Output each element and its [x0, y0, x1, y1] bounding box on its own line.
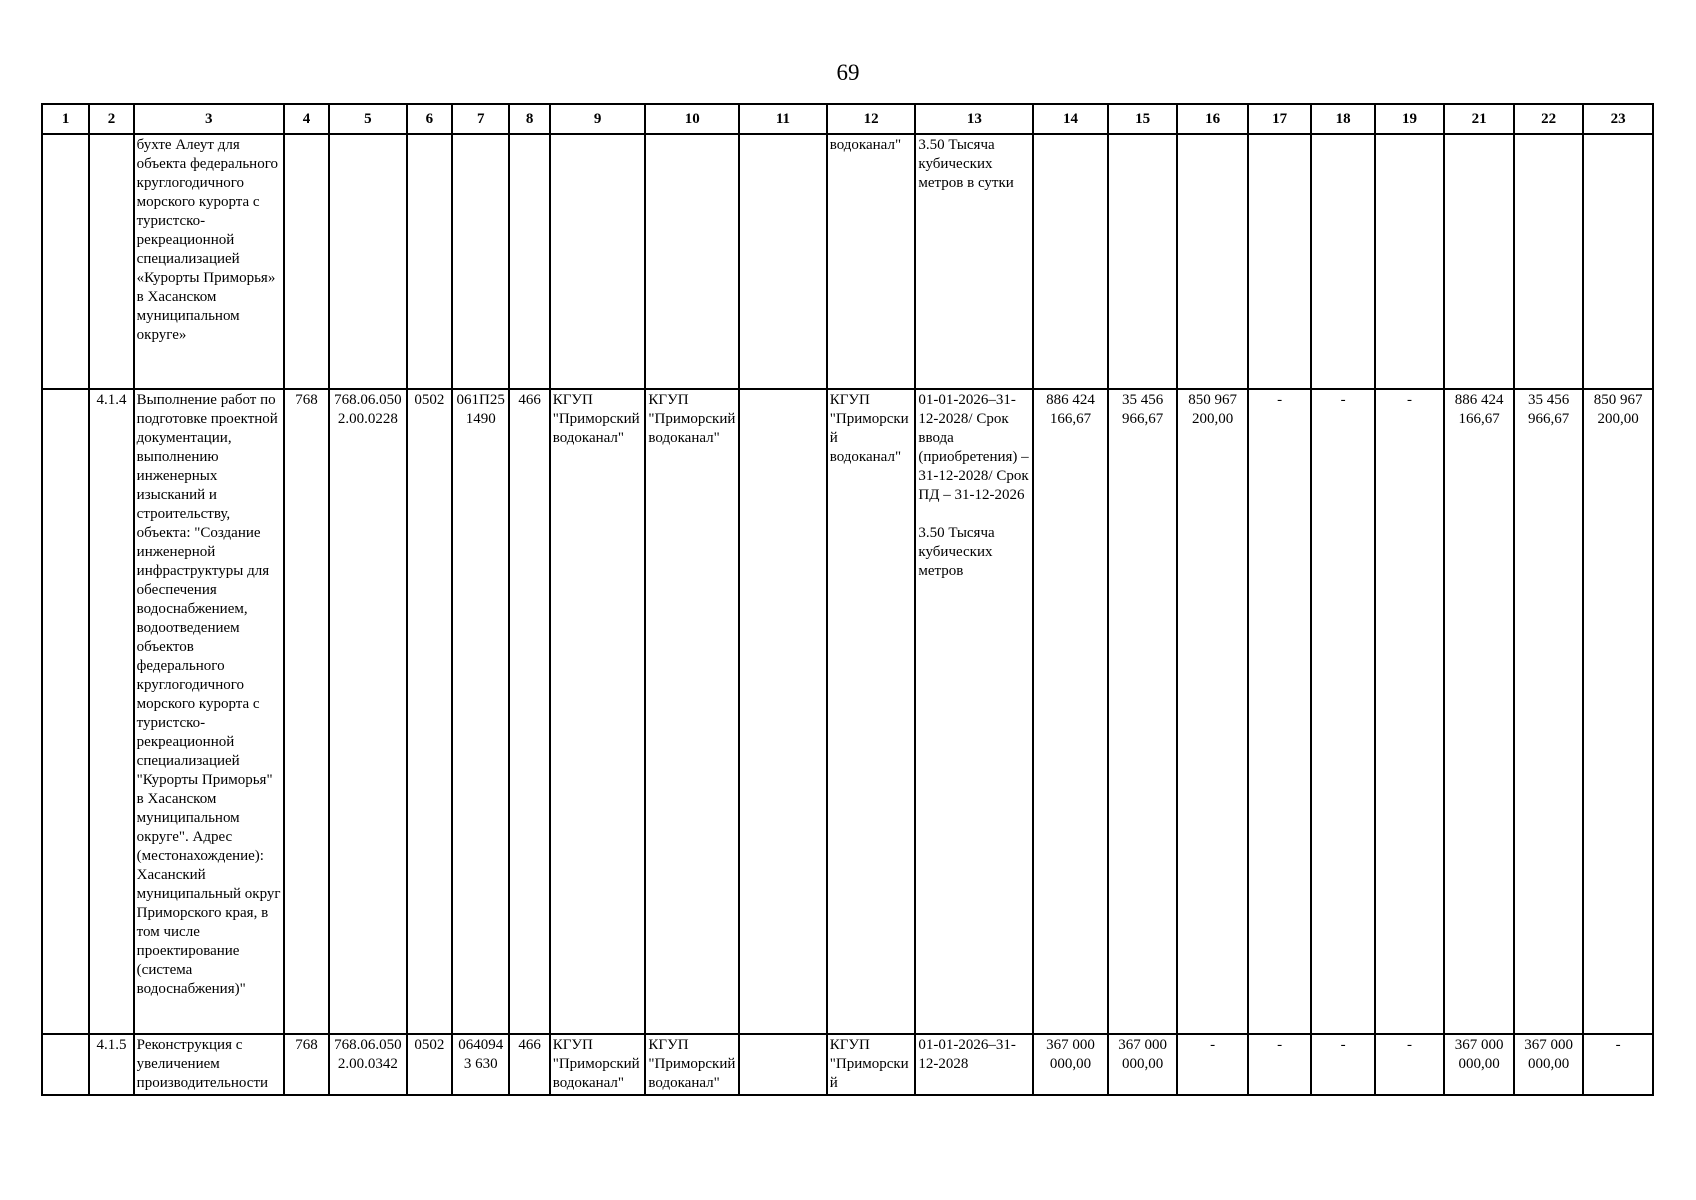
table-cell: 466 — [509, 389, 549, 1034]
table-cell: 4.1.4 — [89, 389, 133, 1034]
table-cell — [42, 134, 89, 389]
table-cell: водоканал" — [827, 134, 916, 389]
table-cell — [1311, 134, 1374, 389]
column-header: 12 — [827, 104, 916, 134]
header-row — [42, 104, 1653, 134]
column-header: 11 — [739, 104, 827, 134]
column-header: 16 — [1177, 104, 1248, 134]
table-cell: 35 456 966,67 — [1514, 389, 1584, 1034]
table-cell — [329, 134, 407, 389]
table-cell: 061П25 1490 — [452, 389, 509, 1034]
column-header: 10 — [645, 104, 739, 134]
column-header: 13 — [915, 104, 1033, 134]
table-cell: - — [1583, 1034, 1653, 1095]
table-row — [42, 1034, 1653, 1095]
table-cell: 466 — [509, 1034, 549, 1095]
table-cell — [739, 389, 827, 1034]
table-cell — [452, 134, 509, 389]
table-cell: 850 967 200,00 — [1583, 389, 1653, 1034]
column-header: 8 — [509, 104, 549, 134]
table-cell — [1177, 134, 1248, 389]
table-cell: - — [1248, 1034, 1311, 1095]
table-cell: - — [1311, 389, 1374, 1034]
column-header: 2 — [89, 104, 133, 134]
data-table — [41, 103, 1654, 1096]
table-cell: 0640943 630 — [452, 1034, 509, 1095]
table-cell: 0502 — [407, 1034, 452, 1095]
table-cell: Выполнение работ по подготовке проектной документации, выполнению инженерных изысканий и строительству, объекта: "Создание инженерной инфраструктуры для обеспечения водоснабжением, водоотведением объектов федерального круглогодичного морского курорта с туристско-рекреационной специализацией "Курорты Приморья" в Хасанском муниципальном округе". Адрес (местонахождение): Хасанский муниципальный округ Приморского края, в том числе проектирование (система водоснабжения)" — [134, 389, 284, 1034]
table-cell: 768.06.050 2.00.0228 — [329, 389, 407, 1034]
column-header: 5 — [329, 104, 407, 134]
table-cell — [739, 1034, 827, 1095]
table-cell: - — [1375, 389, 1445, 1034]
table-cell: бухте Алеут для объекта федерального круглогодичного морского курорта с туристско-рекреационной специализацией «Курорты Приморья» в Хасанском муниципальном округе» — [134, 134, 284, 389]
table-cell: 0502 — [407, 389, 452, 1034]
table-cell: КГУП "Приморский водоканал" — [550, 389, 646, 1034]
table-cell: 850 967 200,00 — [1177, 389, 1248, 1034]
table-cell: - — [1248, 389, 1311, 1034]
table-cell: 01-01-2026–31-12-2028 — [915, 1034, 1033, 1095]
table-cell — [1375, 134, 1445, 389]
table-cell: - — [1375, 1034, 1445, 1095]
column-header: 7 — [452, 104, 509, 134]
column-header: 15 — [1108, 104, 1178, 134]
column-header: 1 — [42, 104, 89, 134]
column-header: 19 — [1375, 104, 1445, 134]
table-cell: 367 000 000,00 — [1444, 1034, 1514, 1095]
table-cell — [550, 134, 646, 389]
column-header: 21 — [1444, 104, 1514, 134]
table-cell: КГУП "Приморский — [827, 1034, 916, 1095]
page-number: 69 — [836, 60, 860, 85]
table-cell — [1514, 134, 1584, 389]
table-cell: 768.06.050 2.00.0342 — [329, 1034, 407, 1095]
table-cell — [1444, 134, 1514, 389]
column-header: 3 — [134, 104, 284, 134]
table-row — [42, 389, 1653, 1034]
table-cell: КГУП "Приморский водоканал" — [827, 389, 916, 1034]
table-cell — [1583, 134, 1653, 389]
table-row — [42, 134, 1653, 389]
table-cell: КГУП "Приморский водоканал" — [645, 389, 739, 1034]
table-cell — [407, 134, 452, 389]
column-header: 18 — [1311, 104, 1374, 134]
table-cell: - — [1177, 1034, 1248, 1095]
table-cell — [645, 134, 739, 389]
column-header: 17 — [1248, 104, 1311, 134]
column-header: 6 — [407, 104, 452, 134]
table-cell: 35 456 966,67 — [1108, 389, 1178, 1034]
column-header: 22 — [1514, 104, 1584, 134]
table-cell — [739, 134, 827, 389]
table-cell — [89, 134, 133, 389]
table-cell — [1033, 134, 1108, 389]
table-cell: 768 — [284, 389, 329, 1034]
table-cell: КГУП "Приморский водоканал" — [645, 1034, 739, 1095]
table-cell — [284, 134, 329, 389]
column-header: 4 — [284, 104, 329, 134]
table-cell — [42, 389, 89, 1034]
table-cell: 01-01-2026–31-12-2028/ Срок ввода (приобретения) – 31-12-2028/ Срок ПД – 31-12-2026 3.50 Тысяча кубических метров — [915, 389, 1033, 1034]
table-cell: - — [1311, 1034, 1374, 1095]
table-cell: 367 000 000,00 — [1108, 1034, 1178, 1095]
column-header: 23 — [1583, 104, 1653, 134]
table-cell — [509, 134, 549, 389]
table-cell: КГУП "Приморский водоканал" — [550, 1034, 646, 1095]
table-cell: Реконструкция с увеличением производительности — [134, 1034, 284, 1095]
column-header: 9 — [550, 104, 646, 134]
table-cell: 886 424 166,67 — [1444, 389, 1514, 1034]
table-cell: 367 000 000,00 — [1514, 1034, 1584, 1095]
table-cell: 3.50 Тысяча кубических метров в сутки — [915, 134, 1033, 389]
table-cell: 768 — [284, 1034, 329, 1095]
table-cell — [1108, 134, 1178, 389]
table-cell — [42, 1034, 89, 1095]
table-cell — [1248, 134, 1311, 389]
table-cell: 886 424 166,67 — [1033, 389, 1108, 1034]
table-cell: 367 000 000,00 — [1033, 1034, 1108, 1095]
table-cell: 4.1.5 — [89, 1034, 133, 1095]
column-header: 14 — [1033, 104, 1108, 134]
